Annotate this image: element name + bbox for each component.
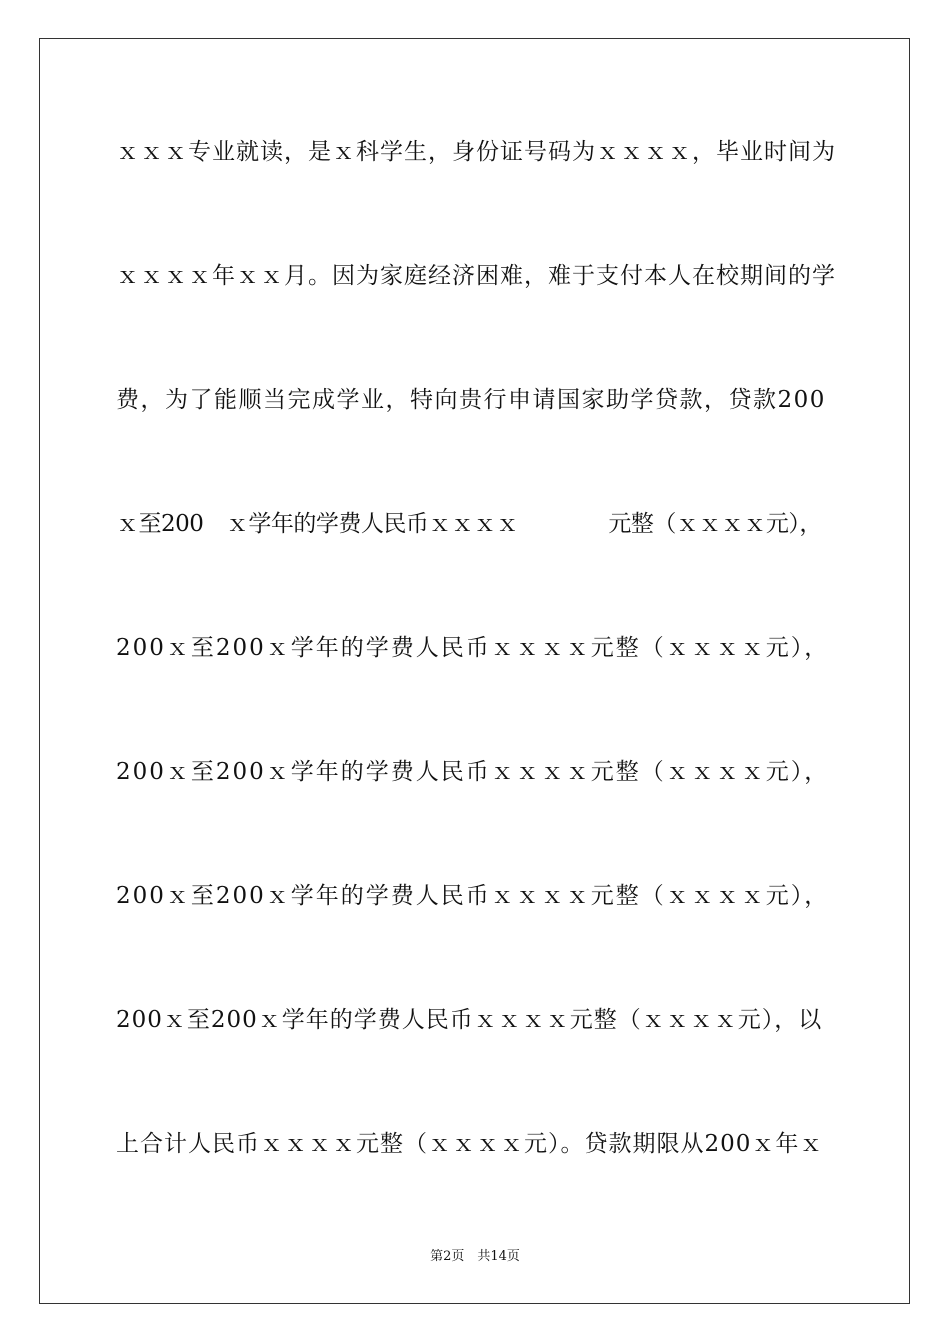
text-line: ｘ至200 ｘ学年的学费人民币ｘｘｘｘ 元整（ｘｘｘｘ元）， [116, 511, 822, 537]
page-border [39, 38, 910, 1304]
page-number: 第2页 共14页 [430, 1249, 520, 1264]
text-line: 上合计人民币ｘｘｘｘ元整（ｘｘｘｘ元）。贷款期限从200ｘ年ｘ [116, 1131, 824, 1157]
text-line: 200ｘ至200ｘ学年的学费人民币ｘｘｘｘ元整（ｘｘｘｘ元）， [116, 883, 830, 909]
text-line: 费，为了能顺当完成学业，特向贵行申请国家助学贷款，贷款200 [116, 387, 826, 413]
text-line: 200ｘ至200ｘ学年的学费人民币ｘｘｘｘ元整（ｘｘｘｘ元）， [116, 759, 830, 785]
text-line: 200ｘ至200ｘ学年的学费人民币ｘｘｘｘ元整（ｘｘｘｘ元），以 [116, 1007, 823, 1033]
text-line: 200ｘ至200ｘ学年的学费人民币ｘｘｘｘ元整（ｘｘｘｘ元）， [116, 635, 830, 661]
text-line: ｘｘｘ专业就读，是ｘ科学生，身份证号码为ｘｘｘｘ，毕业时间为 [116, 139, 836, 165]
text-line: ｘｘｘｘ年ｘｘ月。因为家庭经济困难，难于支付本人在校期间的学 [116, 263, 836, 289]
